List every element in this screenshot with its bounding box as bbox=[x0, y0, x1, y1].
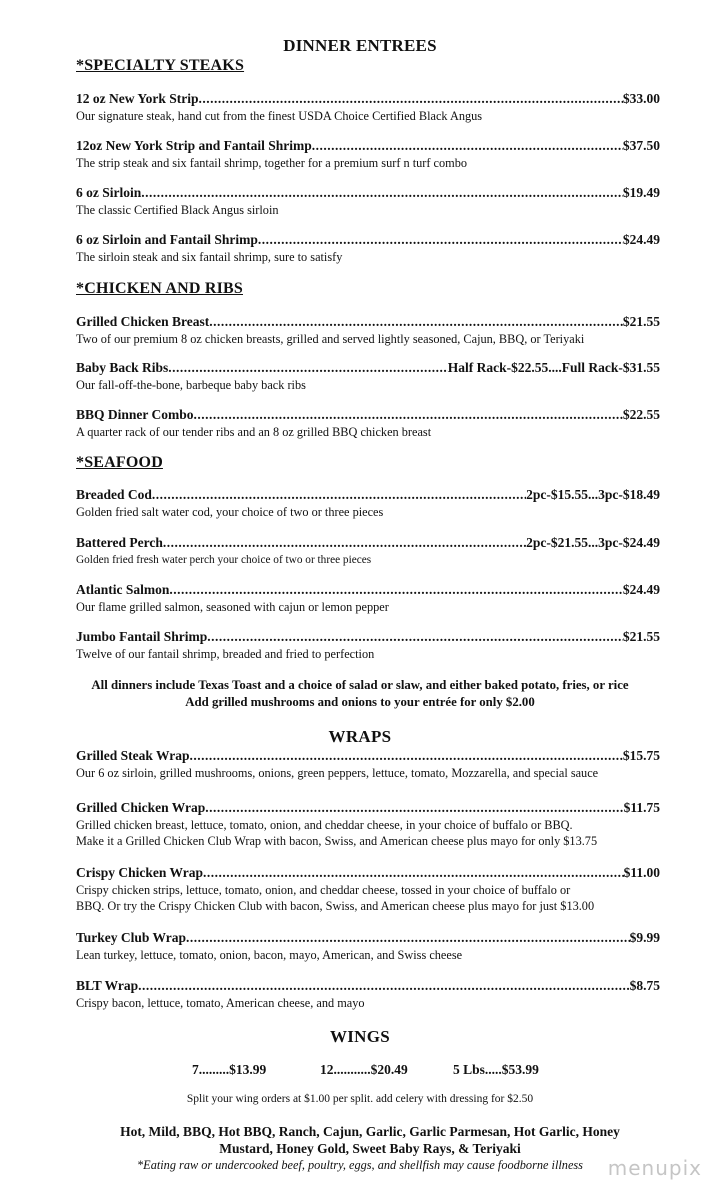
item-description: The strip steak and six fantail shrimp, together for a premium surf n turf combo bbox=[76, 156, 468, 170]
item-description: Golden fried salt water cod, your choice of two or three pieces bbox=[76, 505, 384, 519]
item-price: $24.49 bbox=[622, 582, 660, 597]
item-name: BBQ Dinner Combo bbox=[76, 407, 194, 422]
item-name: Grilled Steak Wrap bbox=[76, 748, 190, 763]
sauces-line-2: Mustard, Honey Gold, Sweet Baby Rays, & Teriyaki bbox=[219, 1141, 521, 1156]
section-heading-chicken-and-ribs: *CHICKEN AND RIBS bbox=[76, 280, 243, 297]
menu-item bbox=[76, 582, 660, 615]
wing-price-5lbs: 5 Lbs.....$53.99 bbox=[453, 1062, 539, 1077]
item-price: 2pc-$21.55...3pc-$24.49 bbox=[526, 535, 660, 550]
dot-leader bbox=[141, 185, 623, 201]
menu-item bbox=[76, 535, 660, 568]
item-description: The classic Certified Black Angus sirloin bbox=[76, 203, 279, 217]
item-description: A quarter rack of our tender ribs and an 8 oz grilled BBQ chicken breast bbox=[76, 425, 432, 439]
item-description: Crispy bacon, lettuce, tomato, American cheese, and mayo bbox=[76, 996, 365, 1010]
item-price: $11.75 bbox=[623, 800, 660, 815]
item-name: 12 oz New York Strip bbox=[76, 91, 199, 106]
item-price: $11.00 bbox=[623, 865, 660, 880]
wing-price-7: 7.........$13.99 bbox=[192, 1062, 267, 1077]
menu-item bbox=[76, 314, 660, 347]
item-name: Atlantic Salmon bbox=[76, 582, 170, 597]
menu-item bbox=[76, 91, 660, 124]
food-safety-disclaimer: *Eating raw or undercooked beef, poultry, eggs, and shellfish may cause foodborne illness bbox=[137, 1158, 583, 1172]
menu-item bbox=[76, 232, 660, 265]
item-price: $19.49 bbox=[622, 185, 660, 200]
wing-price-12: 12...........$20.49 bbox=[320, 1062, 408, 1077]
dot-leader bbox=[312, 138, 623, 154]
note-line-1: All dinners include Texas Toast and a choice of salad or slaw, and either baked potato, fries, or rice bbox=[91, 678, 629, 692]
page-title: DINNER ENTREES bbox=[283, 36, 437, 55]
menu-item bbox=[76, 360, 660, 393]
item-name: Crispy Chicken Wrap bbox=[76, 865, 204, 880]
menu-item bbox=[76, 865, 660, 914]
dot-leader bbox=[152, 487, 526, 503]
dot-leader bbox=[207, 629, 623, 645]
item-description: Our flame grilled salmon, seasoned with cajun or lemon pepper bbox=[76, 600, 389, 614]
menu-item bbox=[76, 930, 660, 963]
dot-leader bbox=[194, 407, 623, 423]
item-description: The sirloin steak and six fantail shrimp, sure to satisfy bbox=[76, 250, 343, 264]
item-name: Breaded Cod bbox=[76, 487, 152, 502]
item-price: $9.99 bbox=[629, 930, 660, 945]
sauces-line-1: Hot, Mild, BBQ, Hot BBQ, Ranch, Cajun, Garlic, Garlic Parmesan, Hot Garlic, Honey bbox=[120, 1124, 620, 1139]
item-price: $37.50 bbox=[622, 138, 660, 153]
item-description: Two of our premium 8 oz chicken breasts, grilled and served lightly seasoned, Cajun, BBQ, or Teriyaki bbox=[76, 332, 585, 346]
item-price: $22.55 bbox=[622, 407, 660, 422]
item-description: Lean turkey, lettuce, tomato, onion, bacon, mayo, American, and Swiss cheese bbox=[76, 948, 463, 962]
wing-split-note: Split your wing orders at $1.00 per split. add celery with dressing for $2.50 bbox=[186, 1093, 534, 1105]
item-name: Grilled Chicken Wrap bbox=[76, 800, 206, 815]
dot-leader bbox=[138, 978, 629, 994]
dot-leader bbox=[169, 582, 622, 598]
item-name: Battered Perch bbox=[76, 535, 163, 550]
item-name: 6 oz Sirloin bbox=[76, 185, 142, 200]
item-price: 2pc-$15.55...3pc-$18.49 bbox=[526, 487, 660, 502]
menu-item bbox=[76, 487, 660, 520]
menu-item bbox=[76, 629, 660, 662]
dot-leader bbox=[258, 232, 623, 248]
note-line-2: Add grilled mushrooms and onions to your entrée for only $2.00 bbox=[185, 695, 535, 709]
menu-item bbox=[76, 407, 660, 440]
item-price: $21.55 bbox=[622, 314, 660, 329]
item-price: $15.75 bbox=[622, 748, 660, 763]
dinner-includes-note bbox=[0, 677, 720, 711]
menu-item bbox=[76, 800, 660, 849]
item-name: Grilled Chicken Breast bbox=[76, 314, 210, 329]
dot-leader bbox=[199, 91, 623, 107]
item-price: Half Rack-$22.55....Full Rack-$31.55 bbox=[447, 360, 660, 375]
item-description: Grilled chicken breast, lettuce, tomato, onion, and cheddar cheese, in your choice of buffalo or BBQ. bbox=[76, 818, 573, 832]
item-name: Turkey Club Wrap bbox=[76, 930, 187, 945]
item-description: Crispy chicken strips, lettuce, tomato, onion, and cheddar cheese, tossed in your choice of buffalo or bbox=[76, 883, 571, 897]
item-description-2: BBQ. Or try the Crispy Chicken Club with bacon, Swiss, and American cheese plus mayo for just $13.00 bbox=[76, 899, 595, 913]
menu-item bbox=[76, 138, 660, 171]
item-description: Our fall-off-the-bone, barbeque baby back ribs bbox=[76, 378, 306, 392]
item-price: $8.75 bbox=[629, 978, 660, 993]
item-name: Baby Back Ribs bbox=[76, 360, 169, 375]
item-price: $24.49 bbox=[622, 232, 660, 247]
item-description: Our 6 oz sirloin, grilled mushrooms, onions, green peppers, lettuce, tomato, Mozzarella, and special sauce bbox=[76, 766, 599, 780]
menu-item bbox=[76, 185, 660, 218]
section-heading-wraps: WRAPS bbox=[328, 727, 392, 746]
dot-leader bbox=[190, 748, 623, 764]
item-description: Twelve of our fantail shrimp, breaded and fried to perfection bbox=[76, 647, 375, 661]
item-price: $21.55 bbox=[622, 629, 660, 644]
item-description: Golden fried fresh water perch your choice of two or three pieces bbox=[76, 554, 372, 566]
watermark-logo: menupix bbox=[607, 1156, 702, 1180]
section-heading-seafood: *SEAFOOD bbox=[76, 454, 163, 471]
dot-leader bbox=[203, 865, 624, 881]
wing-sauces bbox=[0, 1123, 720, 1157]
item-name: Jumbo Fantail Shrimp bbox=[76, 629, 208, 644]
item-name: 12oz New York Strip and Fantail Shrimp bbox=[76, 138, 312, 153]
item-name: 6 oz Sirloin and Fantail Shrimp bbox=[76, 232, 258, 247]
menu-item bbox=[76, 748, 660, 781]
dot-leader bbox=[163, 535, 526, 551]
item-name: BLT Wrap bbox=[76, 978, 139, 993]
dot-leader bbox=[186, 930, 630, 946]
item-description-2: Make it a Grilled Chicken Club Wrap with bacon, Swiss, and American cheese plus mayo for only $13.75 bbox=[76, 834, 598, 848]
dot-leader bbox=[209, 314, 623, 330]
dot-leader bbox=[168, 360, 447, 376]
dot-leader bbox=[205, 800, 623, 816]
section-heading-wings: WINGS bbox=[329, 1027, 391, 1046]
menu-item bbox=[76, 978, 660, 1011]
item-price: $33.00 bbox=[622, 91, 660, 106]
item-description: Our signature steak, hand cut from the finest USDA Choice Certified Black Angus bbox=[76, 109, 483, 123]
section-heading-specialty-steaks: *SPECIALTY STEAKS bbox=[76, 57, 245, 74]
